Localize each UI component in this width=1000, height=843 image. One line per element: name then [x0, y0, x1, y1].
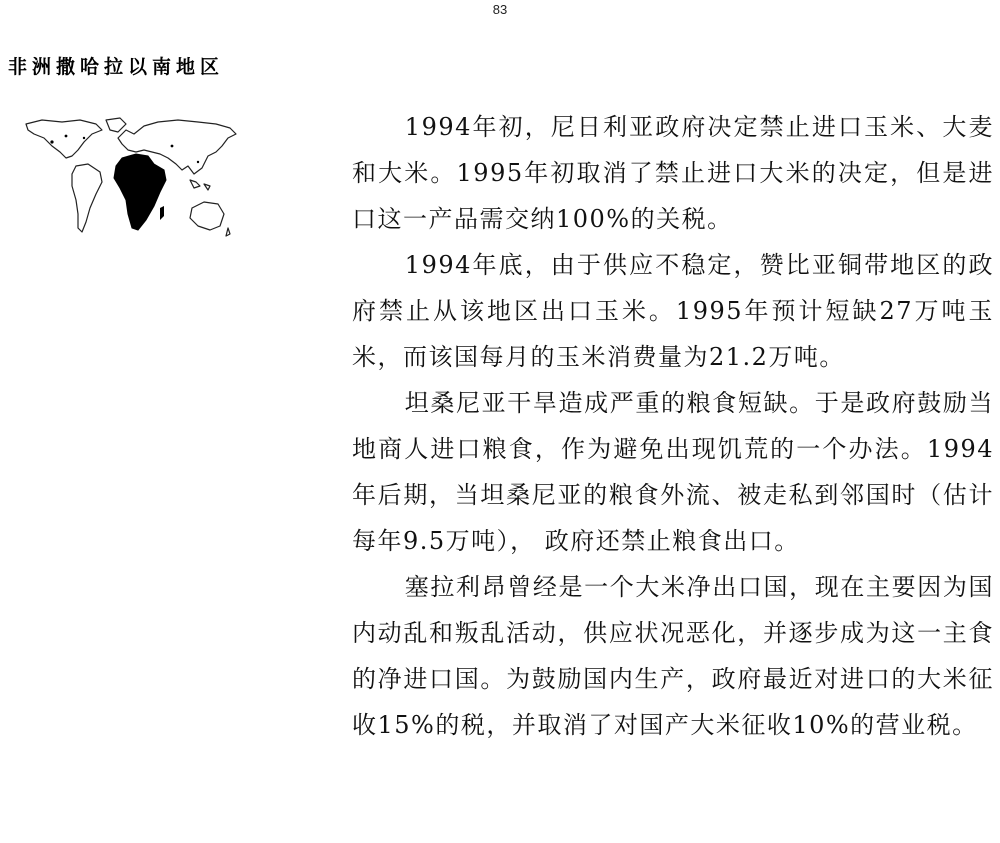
australia-outline: [190, 202, 224, 230]
paragraph-sierra-leone: 塞拉利昂曾经是一个大米净出口国，现在主要因为国内动乱和叛乱活动，供应状况恶化，并逐步成为这一主食的净进口国。为鼓励国内生产，政府最近对进口的大米征收15%的税，并取消了对国产大米征收10%的营业税。: [352, 573, 994, 739]
paragraph-zambia: 1994年底，由于供应不稳定，赞比亚铜带地区的政府禁止从该地区出口玉米。1995年预计短缺27万吨玉米，而该国每月的玉米消费量为21.2万吨。: [352, 251, 994, 371]
new-zealand-outline: [226, 228, 230, 236]
main-text: [352, 104, 994, 748]
page-number: 83: [492, 2, 508, 17]
south-america-outline: [72, 164, 102, 232]
north-america-outline: [26, 120, 102, 158]
islands-outline: [190, 180, 210, 190]
africa-highlight: [114, 154, 166, 230]
world-map-africa-highlighted-icon: [22, 116, 240, 244]
greenland-outline: [106, 118, 126, 132]
section-title: 非洲撒哈拉以南地区: [8, 56, 225, 78]
paragraph-tanzania: 坦桑尼亚干旱造成严重的粮食短缺。于是政府鼓励当地商人进口粮食，作为避免出现饥荒的一个办法。1994年后期，当坦桑尼亚的粮食外流、被走私到邻国时（估计每年9.5万吨）， 政府还禁止粮食出口。: [352, 389, 994, 555]
madagascar-highlight: [160, 206, 164, 220]
paragraph-nigeria: 1994年初，尼日利亚政府决定禁止进口玉米、大麦和大米。1995年初取消了禁止进口大米的决定，但是进口这一产品需交纳100%的关税。: [352, 113, 994, 233]
